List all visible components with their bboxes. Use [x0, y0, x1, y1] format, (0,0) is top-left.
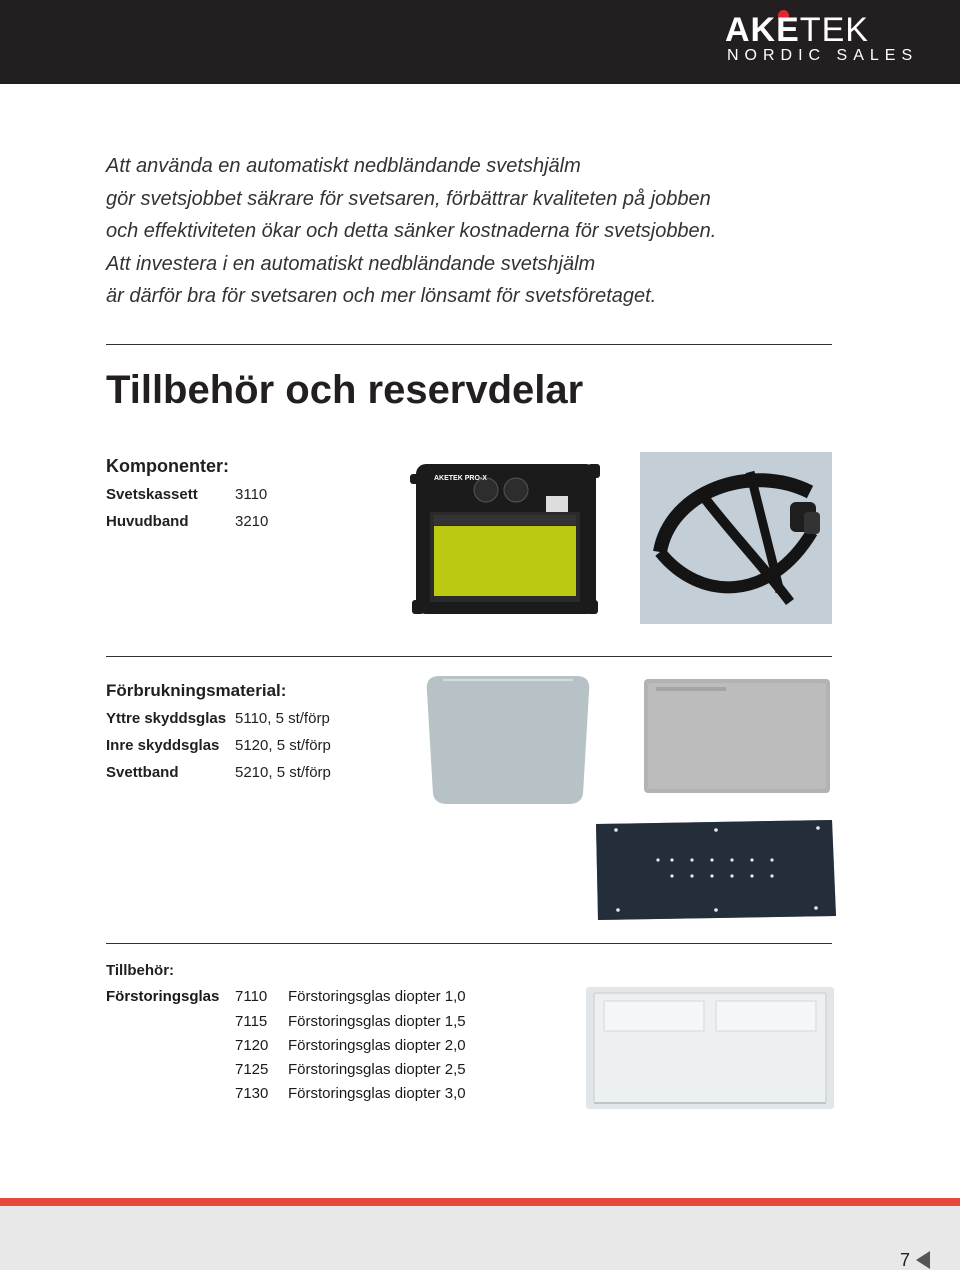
prev-page-arrow-icon[interactable] — [916, 1251, 930, 1269]
accessories-heading: Tillbehör: — [106, 962, 175, 979]
header-bar — [0, 0, 960, 84]
intro-line: är därför bra för svetsaren och mer lönsamt för svetsföretaget. — [106, 285, 657, 307]
consumable-name: Yttre skyddsglas — [106, 710, 227, 727]
divider — [106, 656, 832, 657]
accessory-code: 7110 — [235, 988, 268, 1005]
consumable-name: Svettband — [106, 764, 179, 781]
cassette-label: AKETEK PRO-X — [434, 475, 487, 482]
welding-cassette-image — [408, 460, 603, 622]
accessory-desc: Förstoringsglas diopter 1,0 — [288, 988, 466, 1005]
component-row — [106, 486, 267, 503]
accessory-name: Förstoringsglas — [106, 988, 220, 1005]
footer-accent-line — [0, 1198, 960, 1206]
inner-protective-glass-image — [642, 677, 832, 795]
logo-tagline: NORDIC SALES — [727, 47, 919, 64]
sweatband-image — [592, 818, 838, 922]
component-code: 3210 — [235, 513, 269, 530]
divider — [106, 344, 832, 345]
logo-wordmark — [725, 12, 869, 48]
consumables-heading: Förbrukningsmaterial: — [106, 681, 287, 700]
intro-line: Att investera i en automatiskt nedbländande svetshjälm — [106, 252, 596, 275]
magnifying-glass-image — [584, 985, 836, 1111]
consumable-code: 5110, 5 st/förp — [235, 710, 330, 727]
consumable-code: 5120, 5 st/förp — [235, 737, 331, 754]
accessory-desc: Förstoringsglas diopter 2,5 — [288, 1061, 466, 1078]
aketek-logo — [725, 11, 919, 68]
logo-light: TEK — [799, 11, 869, 49]
footer-bar — [0, 1206, 960, 1270]
page-number: 7 — [899, 1250, 910, 1270]
intro-line: Att använda en automatiskt nedbländande svetshjälm — [106, 155, 581, 177]
component-row — [106, 513, 268, 530]
outer-protective-glass-image — [423, 674, 593, 806]
intro-line: och effektiviteten ökar och detta sänker kostnaderna för svetsjobben. — [106, 220, 717, 242]
logo-bold: AKE — [725, 11, 800, 49]
accessory-desc: Förstoringsglas diopter 2,0 — [288, 1037, 466, 1054]
intro-text — [106, 150, 806, 313]
intro-line: gör svetsjobbet säkrare för svetsaren, förbättrar kvaliteten på jobben — [106, 187, 711, 210]
consumable-row — [106, 764, 331, 781]
accessory-code: 7120 — [235, 1037, 269, 1054]
component-name: Svetskassett — [106, 486, 198, 503]
accessory-code: 7130 — [235, 1085, 269, 1102]
component-name: Huvudband — [106, 513, 189, 530]
accessory-code: 7115 — [235, 1013, 268, 1030]
page-title: Tillbehör och reservdelar — [106, 368, 584, 412]
components-heading: Komponenter: — [106, 456, 229, 476]
accessory-desc: Förstoringsglas diopter 1,5 — [288, 1013, 466, 1030]
headband-image — [640, 452, 832, 624]
component-code: 3110 — [235, 486, 268, 503]
consumable-row — [106, 737, 331, 754]
accessory-code: 7125 — [235, 1061, 269, 1078]
accessory-desc: Förstoringsglas diopter 3,0 — [288, 1085, 466, 1102]
consumable-name: Inre skyddsglas — [106, 737, 220, 754]
consumable-code: 5210, 5 st/förp — [235, 764, 331, 781]
consumable-row — [106, 710, 330, 727]
divider — [106, 943, 832, 944]
